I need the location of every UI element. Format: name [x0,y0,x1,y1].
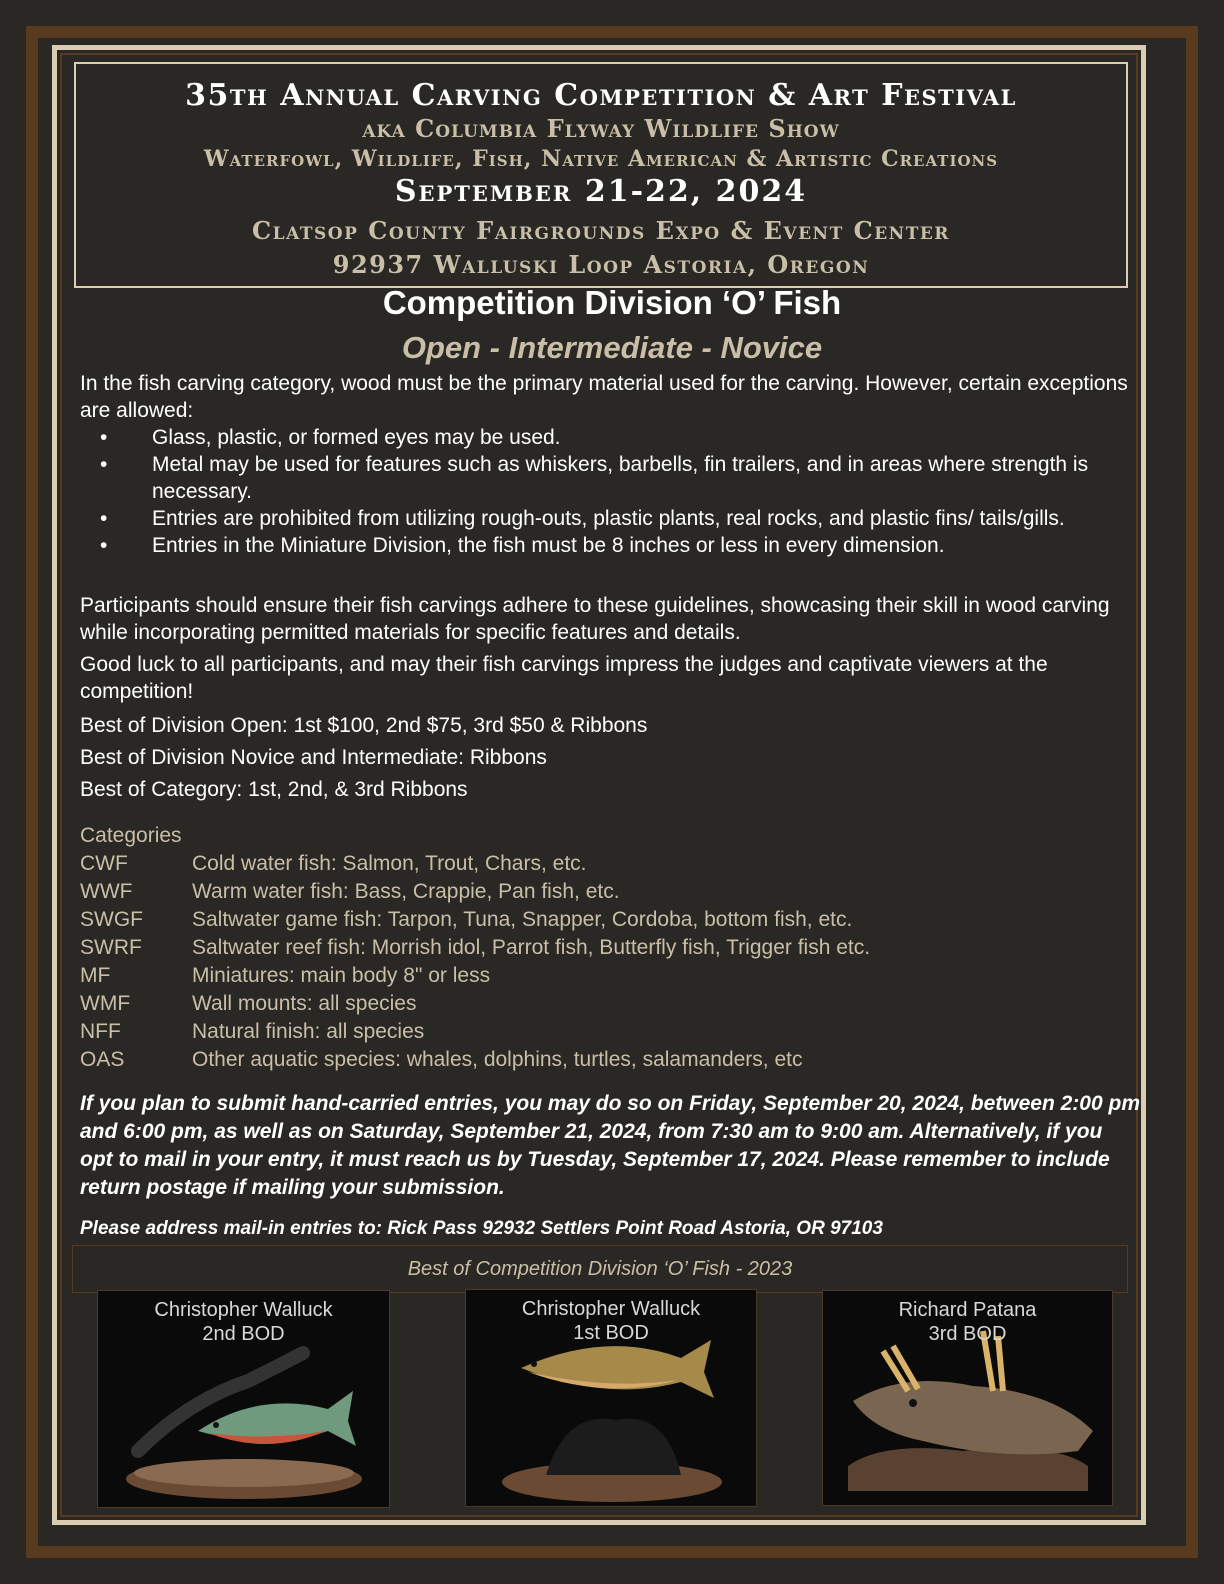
category-desc: Other aquatic species: whales, dolphins, turtles, salamanders, etc [192,1048,803,1071]
carving-photo-2nd [97,1290,390,1508]
photo-rank: 1st BOD [573,1322,649,1344]
photo-rank: 2nd BOD [202,1323,285,1345]
rule-text: Entries in the Miniature Division, the fish must be 8 inches or less in every dimension. [152,534,945,557]
list-item [80,906,1080,934]
category-desc: Natural finish: all species [192,1020,425,1043]
category-code: CWF [80,852,128,875]
list-item [80,962,1080,990]
division-subtitle: Open - Intermediate - Novice [401,330,823,365]
rule-text: Entries are prohibited from utilizing rough-outs, plastic plants, real rocks, and plastic fins/ tails/gills. [152,507,1065,530]
event-venue: Clatsop County Fairgrounds Expo & Event Center [252,216,950,245]
entry-notice: If you plan to submit hand-carried entries, you may do so on Friday, September 20, 2024, between 2:00 pm and 6:00 pm, as well as on Saturday, September 21, 2024, from 7:30 am to 9:00 am. Alternatively, if you opt to mail in your entry, it must reach us by Tuesday, September 17, 2024. Please remember to include return postage if mailing your submission. [80,1092,1140,1199]
division-title: Competition Division ‘O’ Fish [382,284,842,321]
category-code: OAS [80,1048,125,1071]
list-item [80,505,1130,532]
photo-artist-name: Christopher Walluck [521,1298,701,1320]
good-luck-paragraph: Good luck to all participants, and may their fish carvings impress the judges and captivate viewers at the competition! [80,653,1048,703]
bullet: • [100,426,108,449]
event-categories: Waterfowl, Wildlife, Fish, Native American & Artistic Creations [203,146,999,172]
prize-novice: Best of Division Novice and Intermediate: Ribbons [80,746,547,769]
photo-rank: 3rd BOD [928,1323,1007,1345]
category-code: NFF [80,1020,121,1043]
category-code: SWRF [80,936,142,959]
bullet: • [100,507,108,530]
category-desc: Cold water fish: Salmon, Trout, Chars, etc. [192,852,587,875]
bullet: • [100,453,108,476]
prize-category: Best of Category: 1st, 2nd, & 3rd Ribbons [80,778,468,801]
category-code: WMF [80,992,131,1015]
intro-paragraph: In the fish carving category, wood must be the primary material used for the carving. However, certain exceptions are allowed: [80,372,1128,422]
list-item [80,990,1080,1018]
carving-photo-1st [465,1289,757,1507]
list-item [80,451,1130,505]
categories-list [80,850,1080,1074]
category-desc: Saltwater game fish: Tarpon, Tuna, Snapper, Cordoba, bottom fish, etc. [192,908,853,931]
list-item [80,1018,1080,1046]
category-code: WWF [80,880,133,903]
list-item [80,878,1080,906]
category-desc: Saltwater reef fish: Morrish idol, Parrot fish, Butterfly fish, Trigger fish etc. [192,936,871,959]
event-aka: aka Columbia Flyway Wildlife Show [362,114,840,143]
photo-artist-name: Christopher Walluck [154,1299,333,1321]
rule-text: Metal may be used for features such as whiskers, barbells, fin trailers, and in areas where strength is necessary. [152,453,1089,503]
category-desc: Warm water fish: Bass, Crappie, Pan fish, etc. [192,880,620,903]
bullet: • [100,534,108,557]
rules-list [80,424,1130,559]
list-item [80,934,1080,962]
header-box [74,62,1128,288]
rule-text: Glass, plastic, or formed eyes may be used. [152,426,561,449]
category-desc: Miniatures: main body 8" or less [192,964,491,987]
list-item [80,1046,1080,1074]
event-title: 35th Annual Carving Competition & Art Festival [185,78,1017,113]
best-of-banner: Best of Competition Division ‘O’ Fish - 2023 [72,1245,1128,1293]
photo-artist-name: Richard Patana [898,1299,1037,1321]
carving-photo-3rd [822,1290,1113,1506]
event-address: 92937 Walluski Loop Astoria, Oregon [332,250,870,279]
guidelines-paragraph: Participants should ensure their fish carvings adhere to these guidelines, showcasing their skill in wood carving while incorporating permitted materials for specific features and details. [80,594,1110,644]
list-item [80,532,1130,559]
mail-address: Please address mail-in entries to: Rick Pass 92932 Settlers Point Road Astoria, OR 97103 [80,1218,883,1239]
category-code: MF [80,964,111,987]
event-dates: September 21-22, 2024 [394,174,808,209]
list-item [80,850,1080,878]
category-desc: Wall mounts: all species [192,992,417,1015]
category-code: SWGF [80,908,143,931]
categories-heading: Categories [80,824,182,847]
prize-open: Best of Division Open: 1st $100, 2nd $75, 3rd $50 & Ribbons [80,714,648,737]
list-item [80,424,1130,451]
